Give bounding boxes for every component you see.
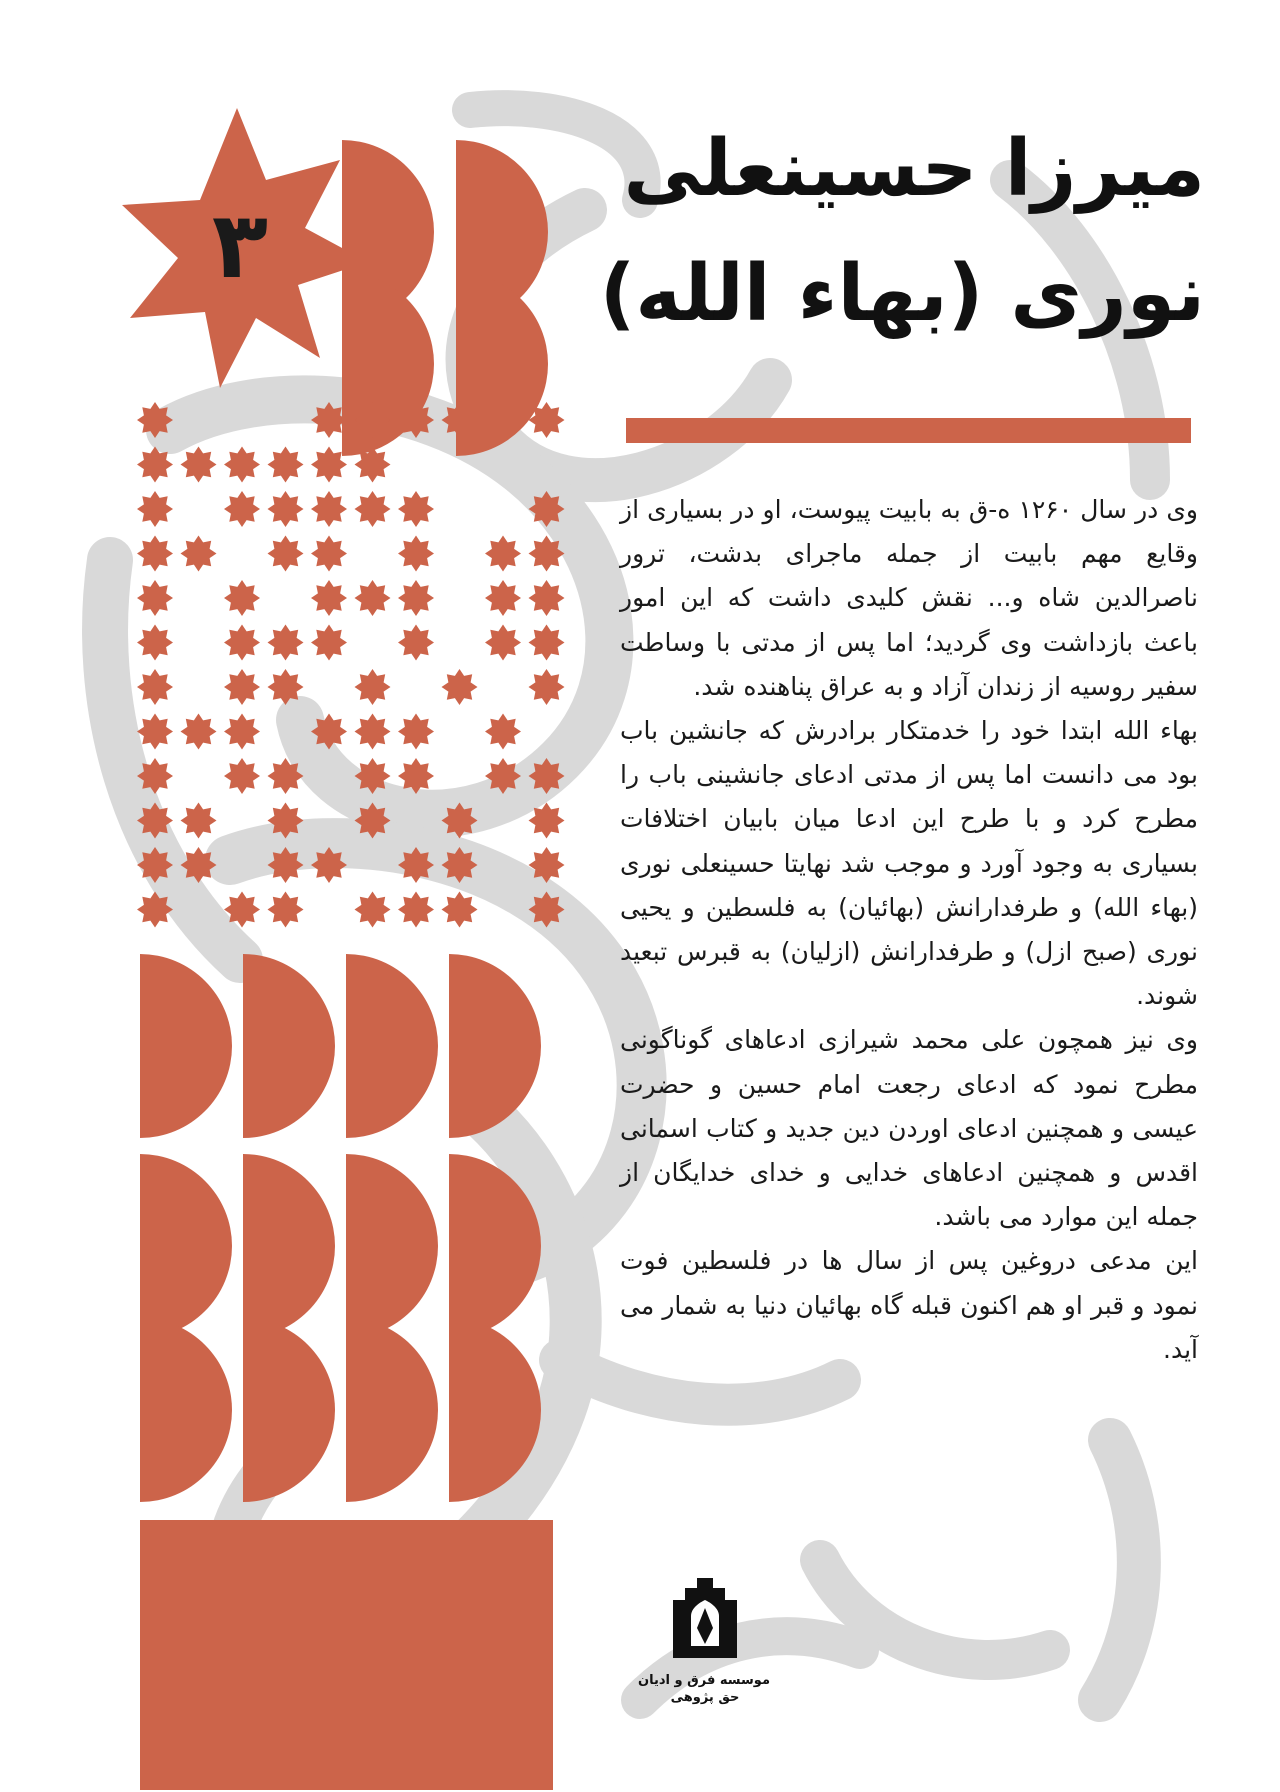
star-icon [137, 447, 173, 483]
star-icon [311, 847, 347, 883]
star-icon [529, 847, 565, 883]
star-icon [442, 892, 478, 928]
half-circle-icon [243, 1154, 335, 1338]
half-circle-icon [449, 1154, 541, 1338]
paragraph-4: این مدعی دروغین پس از سال ها در فلسطین فوت نمود و قبر او هم اکنون قبله گاه بهائیان دنیا به شمار می آید. [620, 1246, 1198, 1364]
star-icon [311, 402, 347, 438]
star-icon [311, 491, 347, 527]
star-icon [485, 758, 521, 794]
half-circle-icon [346, 1318, 438, 1502]
star-icon [355, 447, 391, 483]
star-icon [181, 536, 217, 572]
star-icon [311, 714, 347, 750]
star-icon [311, 536, 347, 572]
half-circle-grid [140, 954, 541, 1502]
star-icon [181, 714, 217, 750]
star-icon [398, 625, 434, 661]
paragraph-2: بهاء الله ابتدا خود را خدمتکار برادرش که جانشین باب بود می دانست اما پس از مدتی ادعای جانشینی باب را مطرح کرد و با طرح این ادعا میان بابیان اختلافات بسیاری به وجود آورد و موجب شد نهایتا حسینعلی نوری (بهاء الله) و طرفدارانش (بهائیان) به فلسطین و یحیی نوری (صبح ازل) و طرفدارانش (ازلیان) به قبرس تبعید شوند. [620, 716, 1198, 1011]
star-icon [268, 803, 304, 839]
star-icon [181, 447, 217, 483]
star-icon [137, 536, 173, 572]
star-pattern-grid [137, 402, 565, 928]
article-body [620, 488, 1198, 1372]
bottom-block [140, 1520, 553, 1790]
star-icon [311, 580, 347, 616]
page-title-line-1: میرزا حسینعلی [623, 124, 1205, 214]
star-icon [224, 669, 260, 705]
star-icon [268, 491, 304, 527]
star-icon [398, 536, 434, 572]
star-icon [529, 669, 565, 705]
star-icon [485, 714, 521, 750]
institute-logo-icon [673, 1578, 737, 1658]
star-icon [137, 892, 173, 928]
star-icon [181, 847, 217, 883]
star-icon [398, 758, 434, 794]
issue-number: ۳ [211, 192, 269, 299]
paragraph-1: وی در سال ۱۲۶۰ ه-ق به بابیت پیوست، او در بسیاری از وقایع مهم بابیت از جمله ماجرای بدشت، ترور ناصرالدین شاه و... نقش کلیدی داشت که این امور باعث بازداشت وی گردید؛ اما پس از مدتی با وساطت سفیر روسیه از زندان آزاد و به عراق پناهنده شد. [620, 495, 1198, 701]
star-icon [529, 580, 565, 616]
star-icon [355, 758, 391, 794]
star-icon [137, 803, 173, 839]
half-circle-icon [449, 954, 541, 1138]
star-icon [442, 669, 478, 705]
star-icon [442, 847, 478, 883]
half-circle-icon [140, 1318, 232, 1502]
star-icon [224, 580, 260, 616]
star-icon [268, 447, 304, 483]
page-title-line-2: نوری (بهاء الله) [599, 249, 1205, 339]
star-icon [529, 402, 565, 438]
star-icon [485, 580, 521, 616]
star-icon [268, 669, 304, 705]
star-icon [398, 714, 434, 750]
star-icon [355, 803, 391, 839]
star-icon [268, 536, 304, 572]
star-icon [268, 847, 304, 883]
star-icon [355, 580, 391, 616]
star-icon [311, 447, 347, 483]
star-icon [355, 892, 391, 928]
star-icon [268, 892, 304, 928]
half-circle-icon [243, 954, 335, 1138]
star-icon [224, 447, 260, 483]
star-icon [268, 625, 304, 661]
star-icon [224, 892, 260, 928]
star-icon [355, 714, 391, 750]
star-icon [268, 758, 304, 794]
paragraph-3: وی نیز همچون علی محمد شیرازی ادعاهای گوناگونی مطرح نمود که ادعای رجعت امام حسین و حضرت عیسی و همچنین ادعای اوردن دین جدید و کتاب اسمانی اقدس و همچنین ادعاهای خدایی و خدای خدایگان از جمله این موارد می باشد. [620, 1025, 1198, 1232]
star-icon [224, 491, 260, 527]
star-icon [355, 669, 391, 705]
institute-logo [640, 1672, 770, 1706]
half-circle-icon [346, 954, 438, 1138]
star-icon [224, 758, 260, 794]
star-icon [224, 714, 260, 750]
star-icon [529, 892, 565, 928]
star-icon [398, 402, 434, 438]
star-icon [311, 625, 347, 661]
star-icon [398, 892, 434, 928]
star-icon [529, 803, 565, 839]
star-icon [224, 625, 260, 661]
half-circle-icon [243, 1318, 335, 1502]
star-icon [137, 847, 173, 883]
star-icon [355, 402, 391, 438]
half-circle-icon [140, 954, 232, 1138]
star-icon [137, 669, 173, 705]
star-icon [485, 536, 521, 572]
star-icon [137, 758, 173, 794]
logo-text-line-2: حق پژوهی [670, 1690, 740, 1705]
star-icon [137, 402, 173, 438]
star-icon [529, 536, 565, 572]
star-icon [137, 714, 173, 750]
star-icon [355, 491, 391, 527]
half-circle-icon [140, 1154, 232, 1338]
star-icon [529, 491, 565, 527]
star-icon [137, 580, 173, 616]
half-circle-icon [346, 1154, 438, 1338]
logo-text-line-1: موسسه فرق و ادیان [638, 1673, 770, 1688]
star-icon [181, 803, 217, 839]
half-circle-icon [449, 1318, 541, 1502]
star-icon [137, 625, 173, 661]
star-icon [398, 491, 434, 527]
star-icon [485, 625, 521, 661]
star-icon [442, 803, 478, 839]
title-underline-bar [626, 418, 1191, 443]
star-icon [398, 580, 434, 616]
star-icon [442, 402, 478, 438]
star-icon [529, 758, 565, 794]
star-icon [529, 625, 565, 661]
star-icon [137, 491, 173, 527]
star-icon [398, 847, 434, 883]
